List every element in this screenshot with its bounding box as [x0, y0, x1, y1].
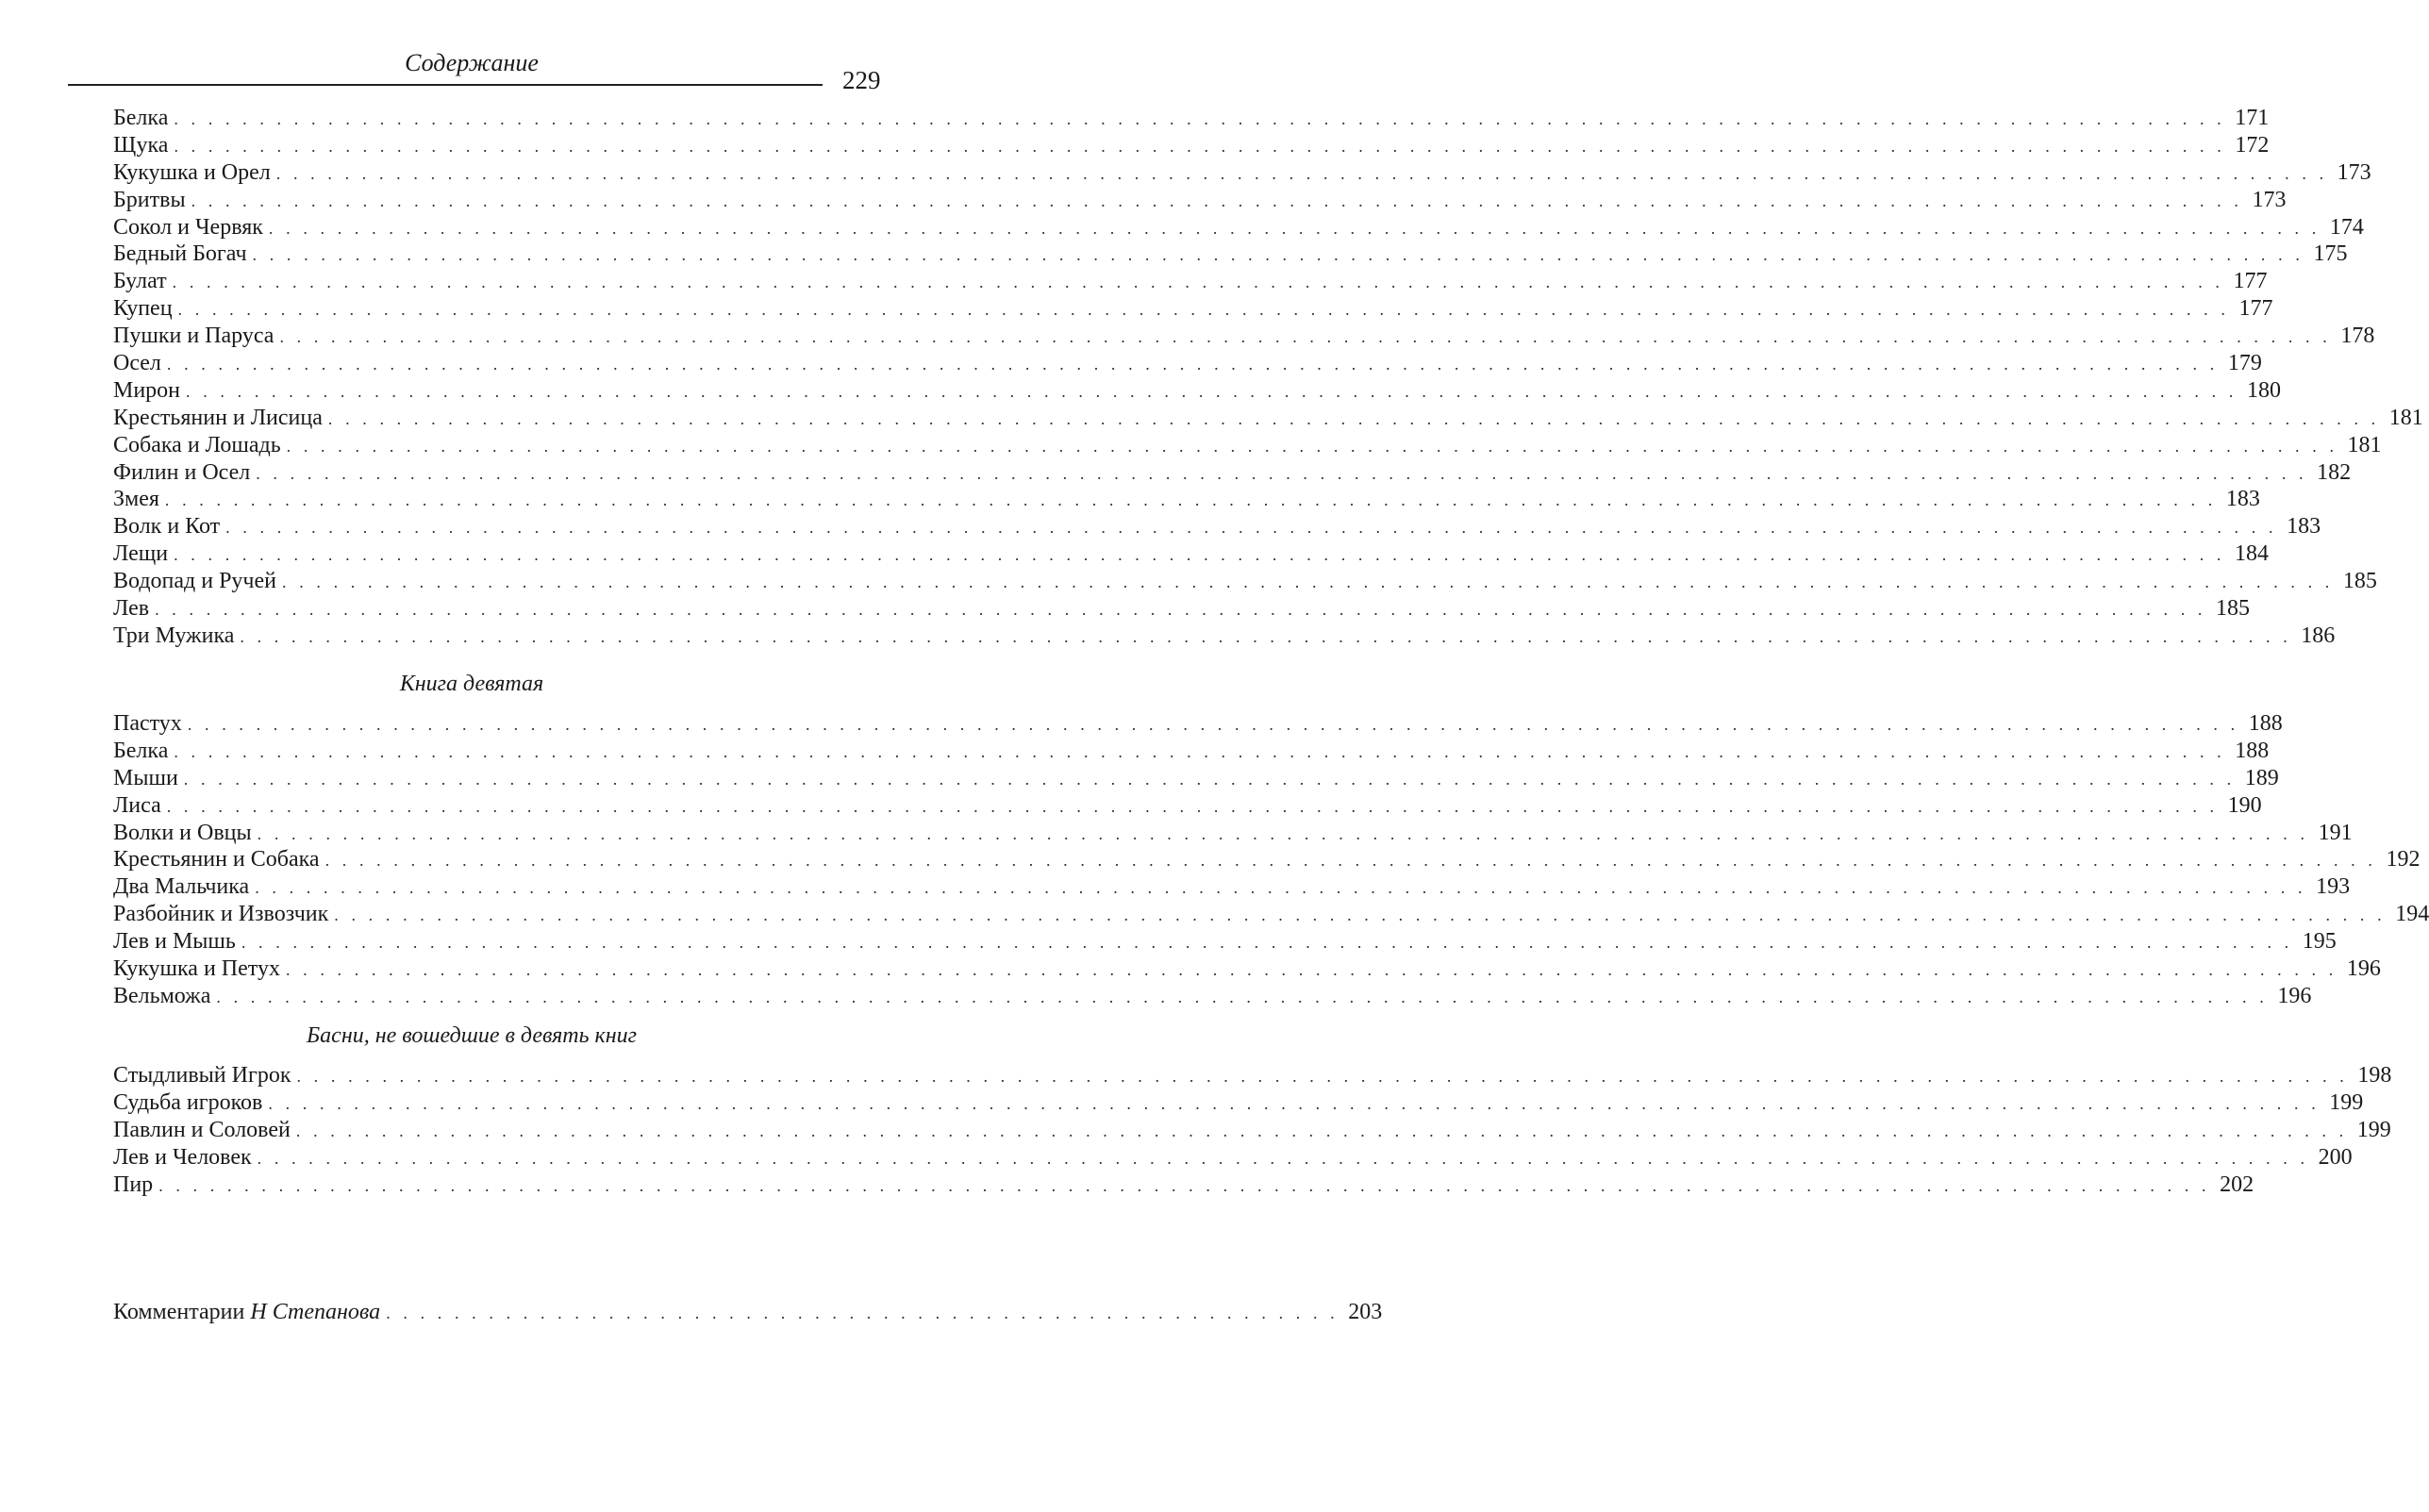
toc-entry-title: Пастух: [113, 711, 182, 736]
toc-entry-title: Судьба игроков: [113, 1089, 263, 1115]
leader-dots: . . . . . . . . . . . . . . . . . . . . . . . . . . . . . . . . . . . . . . . . . . . . . . . . . . . . . . . . . . . . . . . . . . . . . . . . . . . . . . . . . . . . . . . . . . . . . . . . . . . . . . . . . . . . . . . . . . . . . . . .: [296, 1067, 2349, 1086]
toc-entry-page: 199: [2329, 1089, 2364, 1115]
toc-entry-title: Мыши: [113, 765, 178, 790]
leader-dots: . . . . . . . . . . . . . . . . . . . . . . . . . . . . . . . . . . . . . . . . . . . . . . . . . . . . . . . . . . . . . . . . . . . . . . . . . . . . . . . . . . . . . . . . . . . . . . . . . . . . . . . . . . . . . . . . . . . . . . . .: [286, 436, 2338, 456]
toc-entry-page: 185: [2216, 596, 2251, 622]
leader-dots: . . . . . . . . . . . . . . . . . . . . . . . . . . . . . . . . . . . . . . . . . . . . . . . . . . . . . . . . . . . . . . . . . . . . . . . . . . . . . . . . . . . . . . . . . . . . . . . . . . . . . . . . . . . . . . . . . . . . . . . .: [158, 1175, 2211, 1195]
toc-entry-title: Пир: [113, 1171, 154, 1197]
commentary-page: 203: [1348, 1300, 1383, 1324]
toc-entry[interactable]: [113, 710, 2283, 738]
toc-entry-title: Волки и Овцы: [113, 820, 252, 845]
leader-dots: . . . . . . . . . . . . . . . . . . . . . . . . . . . . . . . . . . . . . . . . . . . . . . . . . . . . . . . . . . . . . . . . . . . . . . . . . . . . . . . . . . . . . . . . . . . . . . . . . . . . . . . . . . . . . . . . . . . . . . . .: [295, 1121, 2348, 1140]
toc-entry[interactable]: [113, 268, 2268, 295]
toc-entry[interactable]: [113, 1089, 2364, 1117]
leader-dots: . . . . . . . . . . . . . . . . . . . . . . . . . . . . . . . . . . . . . . . . . . . . . . . . . . . . . . . . . . . . . . . . . . . . . . . . . . . . . . . . . . . . . . . . . . . . . . . . . . . . . . . . . . . . . . . . . . . . . . . .: [186, 381, 2238, 401]
toc-entry-title: Собака и Лошадь: [113, 432, 281, 457]
toc-entry-title: Щука: [113, 132, 169, 158]
toc-entry-page: 183: [2287, 514, 2321, 540]
leader-dots: . . . . . . . . . . . . . . . . . . . . . . . . . . . . . . . . . . . . . . . . . . . . . . . . . . . . . . . . . . . . . . . . . . . . . . . . . . . . . . . . . . . . . . . . . . . . . . . . . . . . . . . . . . . . . . . . . . . . . . . .: [334, 906, 2387, 925]
toc-entry-title: Осел: [113, 351, 161, 376]
toc-entry-page: 175: [2313, 241, 2348, 267]
toc-entry-title: Павлин и Соловей: [113, 1117, 291, 1142]
toc-entry-title: Водопад и Ручей: [113, 569, 276, 594]
toc-entry-page: 181: [2388, 405, 2423, 430]
toc-section-a: [113, 105, 2423, 650]
leader-dots: . . . . . . . . . . . . . . . . . . . . . . . . . . . . . . . . . . . . . . . . . . . . . . . . . . . . . . . . . . . . . . . . . . . . . . . . . . . . . . . . . . . . . . . . . . . . . . . . . . . . . . . . . . . . . . . . . . . . . . . .: [164, 490, 2217, 510]
toc-entry[interactable]: [113, 377, 2281, 405]
toc-entry[interactable]: [113, 432, 2382, 459]
leader-dots: . . . . . . . . . . . . . . . . . . . . . . . . . . . . . . . . . . . . . . . . . . . . . . . . . . . . . . . . . . . . . . . . . . . . . . . . . . . . . . . . . . . . . . . . . . . . . . . . . . . . . . . . . . . . . . . . . . . . . . . .: [257, 823, 2309, 843]
toc-entry-page: 177: [2238, 296, 2273, 322]
toc-entry[interactable]: [113, 595, 2251, 623]
toc-entry[interactable]: [113, 765, 2279, 792]
leader-dots: . . . . . . . . . . . . . . . . . . . . . . . . . . . . . . . . . . . . . . . . . . . . . . . . . . . . . . . . . . . . . . . . . . . . . . . . . . . . . . . . . . . . . . . . . . . . . . . . . . . . . . . . . . . . . . . . . . . . . . . .: [174, 109, 2226, 128]
leader-dots: . . . . . . . . . . . . . . . . . . . . . . . . . . . . . . . . . . . . . . . . . . . . . . . . . . . . . . . . . . . . . . . . . . . . . . . . . . . . . . . . . . . . . . . . . . . . . . . . . . . . . . . . . . . . . . . . . . . . . . . .: [327, 408, 2380, 428]
leader-dots: . . . . . . . . . . . . . . . . . . . . . . . . . . . . . . . . . . . . . . . . . . . . . . . . . . . . . . . . . . . . . . . . . . . . . . . . . . . . . . . . . . . . . . . . . . . . . . . . . . . . . . . . . . . . . . . . . . . . . . . .: [155, 600, 2207, 620]
leader-dots: . . . . . . . . . . . . . . . . . . . . . . . . . . . . . . . . . . . . . . . . . . . . . . . . . . . . . . . . . . . . . . . . . . . . . . . . . . . . . . . . . . . . . . . . . . . . . . . . . . . . . . . . . . . . . . . . . . . . . . . .: [282, 573, 2334, 592]
toc-entry-title: Крестьянин и Лисица: [113, 405, 323, 430]
toc-entry[interactable]: [113, 623, 2336, 650]
leader-dots: . . . . . . . . . . . . . . . . . . . . . . . . . . . . . . . . . . . . . . . . . . . . . . . . . . . . . . . . . . . . . . . . . . . . . . . . . . . . . . . . . . . . . . . . . . . . . . . . . . . . . . . . . . . . . . . . . . . . . . . .: [285, 960, 2337, 980]
toc-entry[interactable]: [113, 901, 2429, 928]
toc-entry-title: Лев: [113, 596, 150, 622]
section-heading-uncollected: Басни, не вошедшие в девять книг: [307, 1023, 637, 1048]
leader-dots: . . . . . . . . . . . . . . . . . . . . . . . . . . . . . . . . . . . . . . . . . . . . . . . . . . . . . . . . . . . . . . . . . . . . . . . . . . . . . . . . . . . . . . . . . . . . . . . . . . . . . . . . . . . . . . . . . . . . . . . .: [187, 715, 2239, 734]
leader-dots: . . . . . . . . . . . . . . . . . . . . . . . . . . . . . . . . . . . . . . . . . . . . . . . . . . . . . . . . . . . . . . . . . . . . . . . . . . . . . . . . . . . . . . . . . . . . . . . . . . . . . . . . . . . . . . . . . . . . . . . .: [252, 245, 2304, 265]
toc-entry[interactable]: [113, 323, 2375, 350]
toc-entry-page: 194: [2395, 902, 2429, 927]
toc-entry-title: Лев и Мышь: [113, 929, 236, 955]
running-header-title: Содержание: [405, 49, 539, 76]
leader-dots: . . . . . . . . . . . . . . . . . . . . . . . . . . . . . . . . . . . . . . . . . . . . . . . . . . . . . . . . . . . . . . . . . . . . . . . . . . . . . . . . . . . . . . . . . . . . . . . . . . . . . . . . . . . . . . . . . . . . . . . .: [166, 796, 2219, 816]
toc-entry-title: Лиса: [113, 792, 161, 818]
toc-entry[interactable]: [113, 928, 2337, 955]
toc-entry-page: 188: [2235, 738, 2270, 763]
leader-dots: . . . . . . . . . . . . . . . . . . . . . . . . . . . . . . . . . . . . . . . . . . . . . . . . . . . . . . . . . . . . . . . . . . . . . . . . . . . . . . . . . . . . . . . . . . . . . . . . . . . . . . . . . . . . . . . . . . . . . . . .: [174, 136, 2226, 156]
toc-entry[interactable]: [113, 820, 2353, 847]
toc-entry-title: Лещи: [113, 541, 169, 567]
toc-entry-page: 180: [2246, 377, 2281, 403]
leader-dots: . . . . . . . . . . . . . . . . . . . . . . . . . . . . . . . . . . . . . . . . . . . . . . . . . . . . . . . . . . . . . . . . . . . . . . . . . . . . . . . . . . . . . . . . . . . . . . . . . . . . . . . . . . . . . . . . . . . . . . . .: [241, 933, 2293, 953]
toc-entry-page: 192: [2386, 847, 2421, 872]
leader-dots: . . . . . . . . . . . . . . . . . . . . . . . . . . . . . . . . . . . . . . . . . . . . . . . . . . . . . . . . . . . . . . . . . . . . . . . . . . . . . . . . . . . . . . . . . . . . . . . . . . . . . . . . . . . . . . . . . . . . . . . .: [174, 741, 2226, 761]
toc-entry-page: 185: [2342, 569, 2377, 594]
toc-entry[interactable]: [113, 486, 2260, 513]
toc-entry[interactable]: [113, 350, 2262, 377]
toc-section-c: [113, 1062, 2392, 1198]
toc-entry[interactable]: [113, 568, 2377, 595]
toc-entry-title: Волк и Кот: [113, 514, 221, 540]
toc-entry-title: Стыдливый Игрок: [113, 1063, 291, 1088]
toc-entry[interactable]: [113, 983, 2312, 1010]
leader-dots: . . . . . . . . . . . . . . . . . . . . . . . . . . . . . . . . . . . . . . . . . . . . . . . . . . . . . . . . . . . . . . . . . . . . . . . . . . . . . . . . . . . . . . . . . . . . . . . . . . . . . . . . . . . . . . . . . . . . . . . .: [191, 191, 2243, 210]
toc-entry-title: Сокол и Червяк: [113, 214, 263, 240]
toc-entry[interactable]: [113, 159, 2371, 187]
toc-entry-page: 174: [2329, 214, 2364, 240]
toc-entry-title: Змея: [113, 487, 159, 512]
leader-dots: . . . . . . . . . . . . . . . . . . . . . . . . . . . . . . . . . . . . . . . . . . . . . . . . . . . . . . . . . . . . . . . . . . . . . . . . . . . . . . . . . . . . . . . . . . . . . . . . . . . . . . . . . . . . . . . . . . . . . . . .: [279, 327, 2332, 347]
toc-entry-title: Крестьянин и Собака: [113, 847, 320, 872]
toc-entry[interactable]: [113, 214, 2364, 241]
toc-entry-page: 199: [2356, 1117, 2391, 1142]
leader-dots: . . . . . . . . . . . . . . . . . . . . . . . . . . . . . . . . . . . . . . . . . . . . . . . . . . . . . . . . . . . . . . . . . . . . . . . . . . . . . . . . . . . . . . . . . . . . . . . . . . . . . . . . . . . . . . . . . . . . . . . .: [268, 1093, 2321, 1113]
toc-entry-page: 186: [2301, 623, 2336, 648]
toc-entry[interactable]: [113, 955, 2381, 983]
toc-entry[interactable]: [113, 540, 2269, 568]
toc-entry-title: Кукушка и Орел: [113, 159, 271, 185]
commentary-author: Н Степанова: [250, 1300, 381, 1324]
toc-entry[interactable]: [113, 1144, 2353, 1171]
toc-entry[interactable]: [113, 792, 2262, 820]
toc-entry[interactable]: [113, 105, 2270, 132]
toc-entry[interactable]: [113, 846, 2421, 873]
toc-entry-title: Пушки и Паруса: [113, 324, 275, 349]
toc-entry-title: Лев и Человек: [113, 1144, 252, 1170]
toc-entry-page: 189: [2244, 765, 2279, 790]
toc-entry[interactable]: [113, 187, 2287, 214]
commentary-label: Комментарии: [113, 1300, 245, 1324]
leader-dots: . . . . . . . . . . . . . . . . . . . . . . . . . . . . . . . . . . . . . . . . . . . . . . . . . . . . . . . . . . . . . . . . . . . . . . . . . . . . . . . . . . . . . . . . . . . . . . . . . . . . . . . . . . . . . . . . . . . . . . . .: [257, 1148, 2309, 1168]
leader-dots: . . . . . . . . . . . . . . . . . . . . . . . . . . . . . . . . . . . . . . . . . . . . . . . . . . . . . . . . . . . . . . . . . . . . . . . . . . . . . . . . . . . . . . . . . . . . . . . . . . . . . . . . . . . . . . . . . . . . . . . .: [174, 545, 2225, 565]
leader-dots: . . . . . . . . . . . . . . . . . . . . . . . . . . . . . . . . . . . . . . . . . . . . . . . . . . . . . . . . . . . . . . . . . . . . . . . . . . . . . . . . . . . . . . . . . . . . . . . . . . . . . . . . . . . . . . . . . . . . . . . .: [268, 218, 2321, 238]
leader-dots: . . . . . . . . . . . . . . . . . . . . . . . . . . . . . . . . . . . . . . . . . . . . . . . . . . . . . . . . . . . . . . . . . . . . . . . . . . . . . . . . . . . . . . . . . . . . . . . . . . . . . . . . . . . . . . . . . . . . . . . .: [324, 851, 2377, 871]
toc-entry-commentary[interactable]: [113, 1300, 1383, 1325]
toc-entry-title: Бритвы: [113, 187, 186, 212]
toc-entry-page: 196: [2277, 983, 2312, 1008]
leader-dots: . . . . . . . . . . . . . . . . . . . . . . . . . . . . . . . . . . . . . . . . . . . . . . . . . . . . . . . . . . . . . . . . . . . . . . . . . . . . . . . . . . . . . . . . . . . . . . . . . . . . . . . . . . . . . . . . . . . . . . . .: [225, 518, 2278, 538]
toc-entry-title: Два Мальчика: [113, 874, 250, 900]
toc-entry-page: 200: [2318, 1144, 2353, 1170]
toc-entry-title: Булат: [113, 269, 167, 294]
toc-entry-page: 191: [2318, 820, 2353, 845]
toc-entry-title: Филин и Осел: [113, 459, 251, 485]
toc-entry-title: Разбойник и Извозчик: [113, 902, 329, 927]
toc-entry[interactable]: [113, 738, 2270, 765]
toc-entry-page: 181: [2347, 432, 2382, 457]
leader-dots: . . . . . . . . . . . . . . . . . . . . . . . . . . . . . . . . . . . . . . . . . . . . . . . . . . . . . . . . . . . . . . . . . . . . . . . . . . . . . . . . . . . . . . . . . . . . . . . . . . . . . . . . . . . . . . . . . . . . . . . .: [177, 300, 2230, 320]
toc-entry-page: 171: [2235, 106, 2270, 130]
toc-entry-title: Мирон: [113, 377, 181, 403]
toc-entry-page: 179: [2227, 351, 2262, 376]
leader-dots: . . . . . . . . . . . . . . . . . . . . . . . . . . . . . . . . . . . . . . . . . . . . . . . . . . . . . . . .: [386, 1304, 1339, 1322]
toc-entry[interactable]: [113, 295, 2273, 323]
leader-dots: . . . . . . . . . . . . . . . . . . . . . . . . . . . . . . . . . . . . . . . . . . . . . . . . . . . . . . . . . . . . . . . . . . . . . . . . . . . . . . . . . . . . . . . . . . . . . . . . . . . . . . . . . . . . . . . . . . . . . . . .: [256, 463, 2308, 483]
toc-entry-page: 202: [2220, 1171, 2254, 1197]
toc-entry[interactable]: [113, 241, 2348, 268]
toc-entry-page: 182: [2317, 459, 2352, 485]
toc-entry-page: 173: [2252, 187, 2287, 212]
toc-entry-page: 196: [2346, 956, 2381, 982]
toc-entry-page: 184: [2235, 541, 2269, 567]
toc-entry-title: Вельможа: [113, 983, 211, 1008]
toc-entry-page: 190: [2227, 792, 2262, 818]
toc-entry[interactable]: [113, 459, 2352, 487]
toc-entry[interactable]: [113, 1062, 2392, 1089]
toc-entry-page: 183: [2225, 487, 2260, 512]
toc-entry-page: 193: [2316, 874, 2351, 900]
leader-dots: . . . . . . . . . . . . . . . . . . . . . . . . . . . . . . . . . . . . . . . . . . . . . . . . . . . . . . . . . . . . . . . . . . . . . . . . . . . . . . . . . . . . . . . . . . . . . . . . . . . . . . . . . . . . . . . . . . . . . . . .: [166, 355, 2219, 374]
toc-entry-title: Купец: [113, 296, 173, 322]
toc-entry-page: 173: [2337, 159, 2371, 185]
toc-entry-page: 195: [2302, 929, 2337, 955]
header-rule: [68, 84, 823, 86]
leader-dots: . . . . . . . . . . . . . . . . . . . . . . . . . . . . . . . . . . . . . . . . . . . . . . . . . . . . . . . . . . . . . . . . . . . . . . . . . . . . . . . . . . . . . . . . . . . . . . . . . . . . . . . . . . . . . . . . . . . . . . . .: [172, 273, 2224, 292]
toc-entry-page: 198: [2357, 1063, 2392, 1088]
toc-entry[interactable]: [113, 132, 2270, 159]
page-number: 229: [842, 66, 881, 94]
toc-entry[interactable]: [113, 405, 2423, 432]
toc-entry-title: Три Мужика: [113, 623, 235, 648]
toc-entry-page: 178: [2340, 324, 2375, 349]
toc-entry[interactable]: [113, 513, 2321, 540]
leader-dots: . . . . . . . . . . . . . . . . . . . . . . . . . . . . . . . . . . . . . . . . . . . . . . . . . . . . . . . . . . . . . . . . . . . . . . . . . . . . . . . . . . . . . . . . . . . . . . . . . . . . . . . . . . . . . . . . . . . . . . . .: [240, 626, 2292, 646]
leader-dots: . . . . . . . . . . . . . . . . . . . . . . . . . . . . . . . . . . . . . . . . . . . . . . . . . . . . . . . . . . . . . . . . . . . . . . . . . . . . . . . . . . . . . . . . . . . . . . . . . . . . . . . . . . . . . . . . . . . . . . . .: [255, 878, 2307, 898]
toc-entry[interactable]: [113, 1171, 2254, 1199]
toc-entry-page: 172: [2235, 132, 2270, 158]
toc-entry-title: Белка: [113, 106, 169, 130]
toc-entry-title: Бедный Богач: [113, 241, 247, 267]
leader-dots: . . . . . . . . . . . . . . . . . . . . . . . . . . . . . . . . . . . . . . . . . . . . . . . . . . . . . . . . . . . . . . . . . . . . . . . . . . . . . . . . . . . . . . . . . . . . . . . . . . . . . . . . . . . . . . . . . . . . . . . .: [183, 769, 2236, 789]
toc-entry-title: Белка: [113, 738, 169, 763]
leader-dots: . . . . . . . . . . . . . . . . . . . . . . . . . . . . . . . . . . . . . . . . . . . . . . . . . . . . . . . . . . . . . . . . . . . . . . . . . . . . . . . . . . . . . . . . . . . . . . . . . . . . . . . . . . . . . . . . . . . . . . . .: [275, 163, 2328, 183]
toc-entry-page: 177: [2233, 269, 2268, 294]
toc-section-b: [113, 710, 2429, 1010]
toc-entry-page: 188: [2248, 711, 2283, 736]
toc-entry[interactable]: [113, 1117, 2391, 1144]
toc-entry-title: Кукушка и Петух: [113, 956, 280, 982]
leader-dots: . . . . . . . . . . . . . . . . . . . . . . . . . . . . . . . . . . . . . . . . . . . . . . . . . . . . . . . . . . . . . . . . . . . . . . . . . . . . . . . . . . . . . . . . . . . . . . . . . . . . . . . . . . . . . . . . . . . . . . . .: [216, 987, 2269, 1006]
section-heading-book-nine: Книга девятая: [399, 672, 544, 696]
toc-entry[interactable]: [113, 873, 2351, 901]
